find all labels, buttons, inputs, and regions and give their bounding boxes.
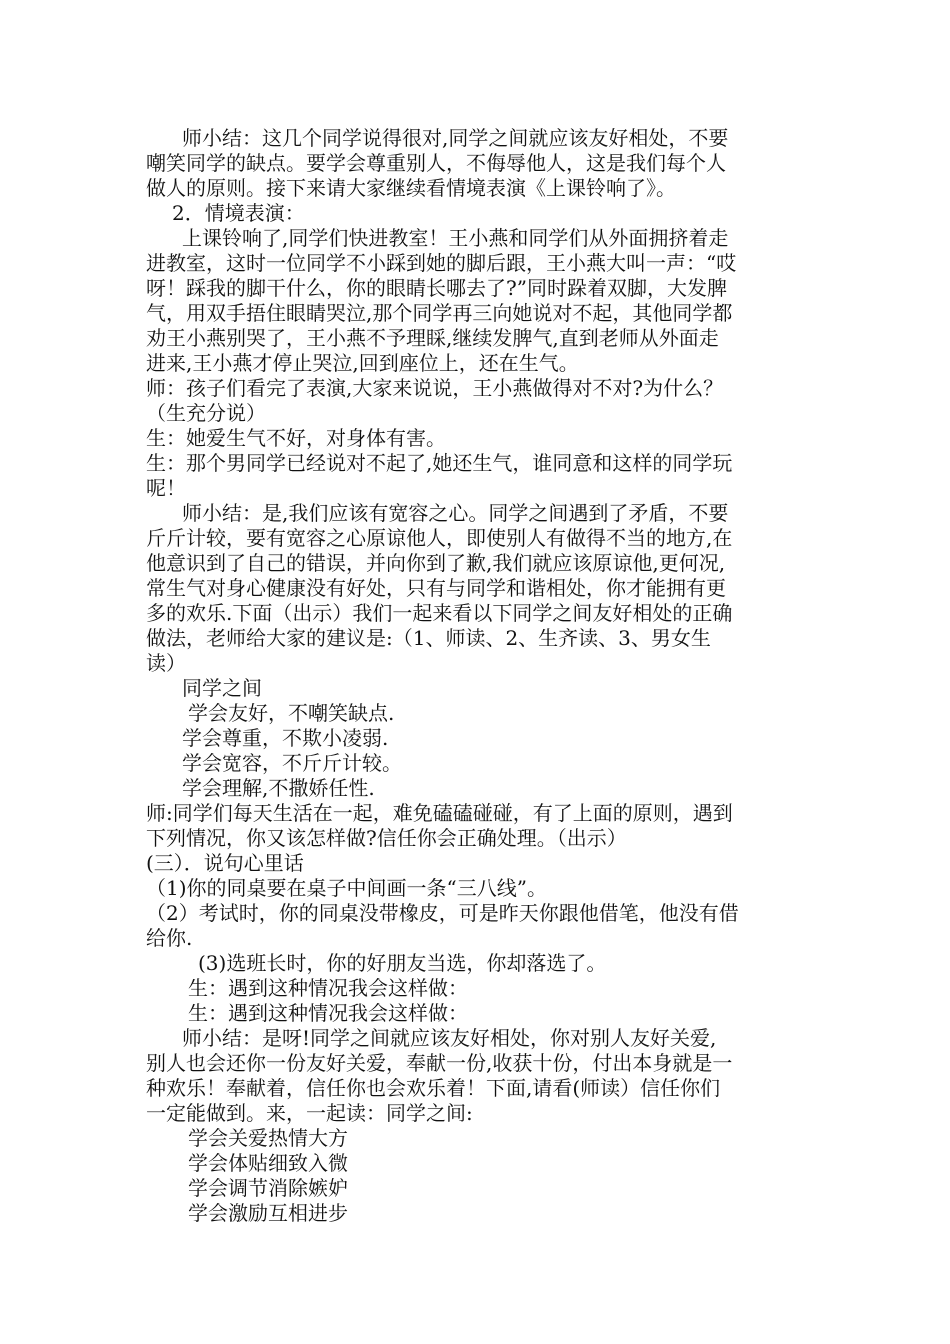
text-line: 生：遇到这种情况我会这样做： xyxy=(188,1001,468,1025)
text-line: 做人的原则。接下来请大家继续看情境表演《上课铃响了》。 xyxy=(146,176,676,200)
list-heading: 同学之间 xyxy=(182,676,262,700)
list-item: 学会关爱热情大方 xyxy=(188,1126,348,1150)
text-line: （生充分说） xyxy=(146,401,266,425)
list-item: 学会宽容，不斤斤计较。 xyxy=(182,751,402,775)
text-line: 上课铃响了,同学们快进教室！王小燕和同学们从外面拥挤着走 xyxy=(182,226,729,250)
text-line: 多的欢乐.下面（出示）我们一起来看以下同学之间友好相处的正确 xyxy=(146,601,733,625)
text-line: 下列情况，你又该怎样做?信任你会正确处理。（出示） xyxy=(146,826,627,850)
text-line: 呢！ xyxy=(146,476,186,500)
text-line: 师小结：是,我们应该有宽容之心。同学之间遇到了矛盾，不要 xyxy=(182,501,729,525)
text-line: 别人也会还你一份友好关爱，奉献一份,收获十份，付出本身就是一 xyxy=(146,1051,733,1075)
list-item: 学会理解,不撒娇任性. xyxy=(182,776,375,800)
list-item: 学会尊重，不欺小凌弱. xyxy=(182,726,389,750)
text-line: 做法，老师给大家的建议是:（1、师读、2、生齐读、3、男女生 xyxy=(146,626,711,650)
list-item: 学会体贴细致入微 xyxy=(188,1151,348,1175)
text-line: 进教室，这时一位同学不小踩到她的脚后跟，王小燕大叫一声：“哎 xyxy=(146,251,737,275)
list-item: 学会调节消除嫉妒 xyxy=(188,1176,348,1200)
text-line: 他意识到了自己的错误，并向你到了歉,我们就应该原谅他,更何况, xyxy=(146,551,726,575)
section-heading: 2．情境表演： xyxy=(172,201,305,225)
text-line: 种欢乐！奉献着，信任你也会欢乐着！下面,请看(师读）信任你们 xyxy=(146,1076,721,1100)
text-line: 嘲笑同学的缺点。要学会尊重别人，不侮辱他人，这是我们每个人 xyxy=(146,151,726,175)
list-item: 学会激励互相进步 xyxy=(188,1201,348,1225)
text-line: 斤斤计较，要有宽容之心原谅他人，即使别人有做得不当的地方,在 xyxy=(146,526,733,550)
text-line: 读） xyxy=(146,651,186,675)
text-line: （2）考试时，你的同桌没带橡皮，可是昨天你跟他借笔，他没有借 xyxy=(146,901,739,925)
text-line: （1)你的同桌要在桌子中间画一条“三八线”。 xyxy=(146,876,547,900)
text-line: 生：她爱生气不好，对身体有害。 xyxy=(146,426,446,450)
text-line: 气，用双手捂住眼睛哭泣,那个同学再三向她说对不起，其他同学都 xyxy=(146,301,733,325)
text-line: 呀！踩我的脚干什么，你的眼睛长哪去了?”同时跺着双脚，大发脾 xyxy=(146,276,727,300)
text-line: 常生气对身心健康没有好处，只有与同学和谐相处，你才能拥有更 xyxy=(146,576,726,600)
text-line: 师小结：是呀!同学之间就应该友好相处，你对别人友好关爱, xyxy=(182,1026,717,1050)
text-line: 进来,王小燕才停止哭泣,回到座位上，还在生气。 xyxy=(146,351,579,375)
text-line: 师：孩子们看完了表演,大家来说说，王小燕做得对不对?为什么？ xyxy=(146,376,724,400)
section-heading: (三）．说句心里话 xyxy=(146,851,304,875)
text-line: 给你. xyxy=(146,926,193,950)
list-item: 学会友好，不嘲笑缺点. xyxy=(188,701,395,725)
text-line: 生：那个男同学已经说对不起了,她还生气，谁同意和这样的同学玩 xyxy=(146,451,733,475)
text-line: 生：遇到这种情况我会这样做： xyxy=(188,976,468,1000)
text-line: 一定能做到。来，一起读：同学之间: xyxy=(146,1101,473,1125)
text-line: 师小结：这几个同学说得很对,同学之间就应该友好相处，不要 xyxy=(182,126,729,150)
text-line: 师:同学们每天生活在一起，难免磕磕碰碰，有了上面的原则，遇到 xyxy=(146,801,733,825)
text-line: (3)选班长时，你的好朋友当选，你却落选了。 xyxy=(198,951,607,975)
text-line: 劝王小燕别哭了，王小燕不予理睬,继续发脾气,直到老师从外面走 xyxy=(146,326,719,350)
